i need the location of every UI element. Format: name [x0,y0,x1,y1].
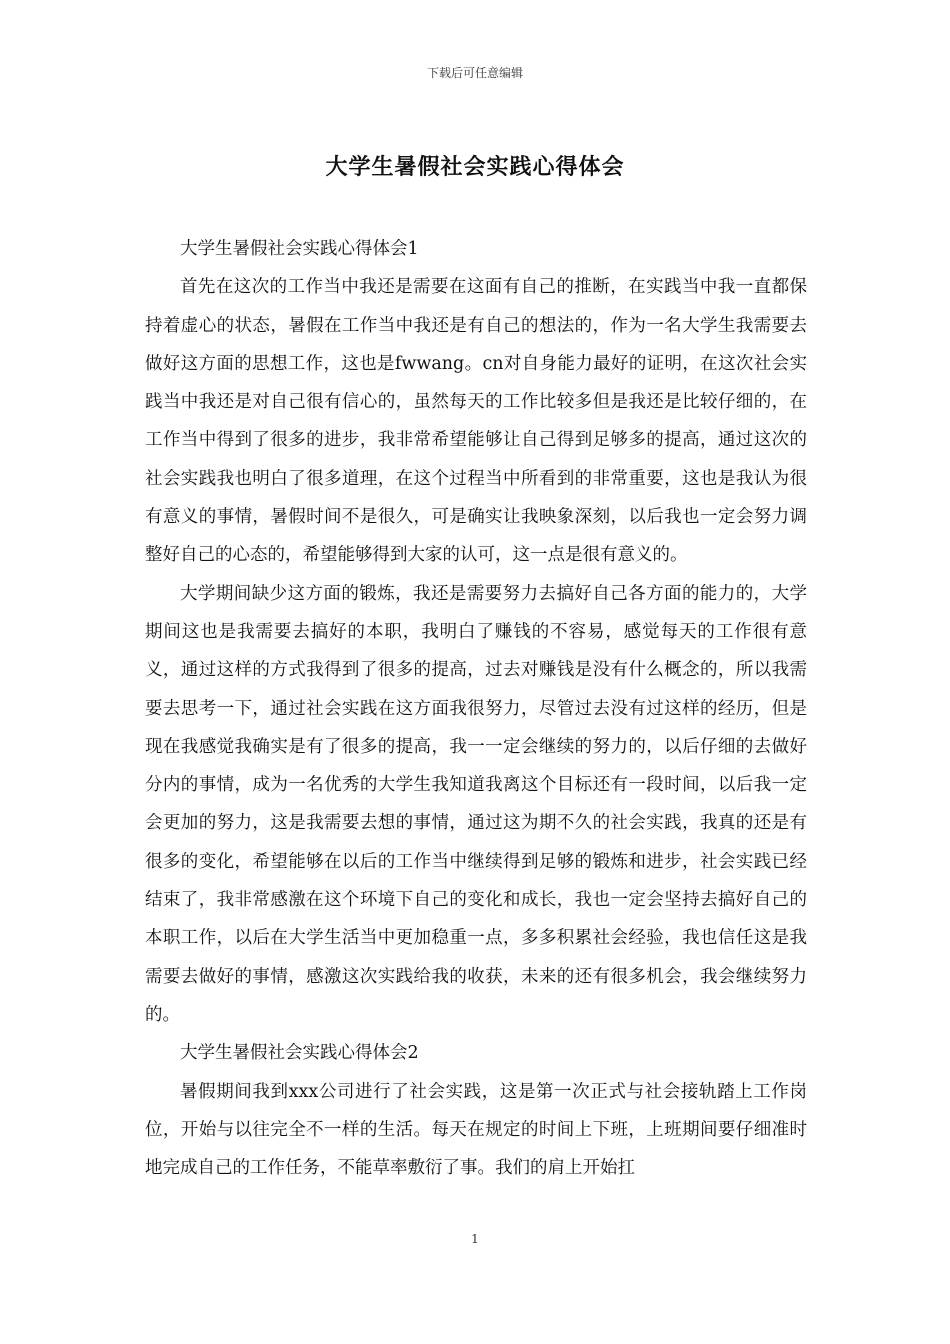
document-body [145,230,807,1187]
document-title: 大学生暑假社会实践心得体会 [325,154,625,180]
paragraph-3: 暑假期间我到xxx公司进行了社会实践，这是第一次正式与社会接轨踏上工作岗位，开始与以往完全不一样的生活。每天在规定的时间上下班，上班期间要仔细准时地完成自己的工作任务，不能草率敷衍了事。我们的肩上开始扛 [145,1081,807,1179]
section-heading-2: 大学生暑假社会实践心得体会2 [180,1043,419,1064]
paragraph-2: 大学期间缺少这方面的锻炼，我还是需要努力去搞好自己各方面的能力的，大学期间这也是我需要去搞好的本职，我明白了赚钱的不容易，感觉每天的工作很有意义，通过这样的方式我得到了很多的提高，过去对赚钱是没有什么概念的，所以我需要去思考一下，通过社会实践在这方面我很努力，尽管过去没有过这样的经历，但是现在我感觉我确实是有了很多的提高，我一一定会继续的努力的，以后仔细的去做好分内的事情，成为一名优秀的大学生我知道我离这个目标还有一段时间，以后我一定会更加的努力，这是我需要去想的事情，通过这为期不久的社会实践，我真的还是有很多的变化，希望能够在以后的工作当中继续得到足够的锻炼和进步，社会实践已经结束了，我非常感激在这个环境下自己的变化和成长，我也一定会坚持去搞好自己的本职工作，以后在大学生活当中更加稳重一点，多多积累社会经验，我也信任这是我需要去做好的事情，感激这次实践给我的收获，未来的还有很多机会，我会继续努力的。 [145,583,807,1025]
page-number: 1 [471,1232,479,1246]
paragraph-1: 首先在这次的工作当中我还是需要在这面有自己的推断，在实践当中我一直都保持着虚心的状态，暑假在工作当中我还是有自己的想法的，作为一名大学生我需要去做好这方面的思想工作，这也是fwwang。cn对自身能力最好的证明，在这次社会实践当中我还是对自己很有信心的，虽然每天的工作比较多但是我还是比较仔细的，在工作当中得到了很多的进步，我非常希望能够让自己得到足够多的提高，通过这次的社会实践我也明白了很多道理，在这个过程当中所看到的非常重要，这也是我认为很有意义的事情，暑假时间不是很久，可是确实让我映象深刻，以后我也一定会努力调整好自己的心态的，希望能够得到大家的认可，这一点是很有意义的。 [145,277,807,566]
section-heading-1: 大学生暑假社会实践心得体会1 [180,239,419,259]
page-header: 下载后可任意编辑 [426,66,523,80]
